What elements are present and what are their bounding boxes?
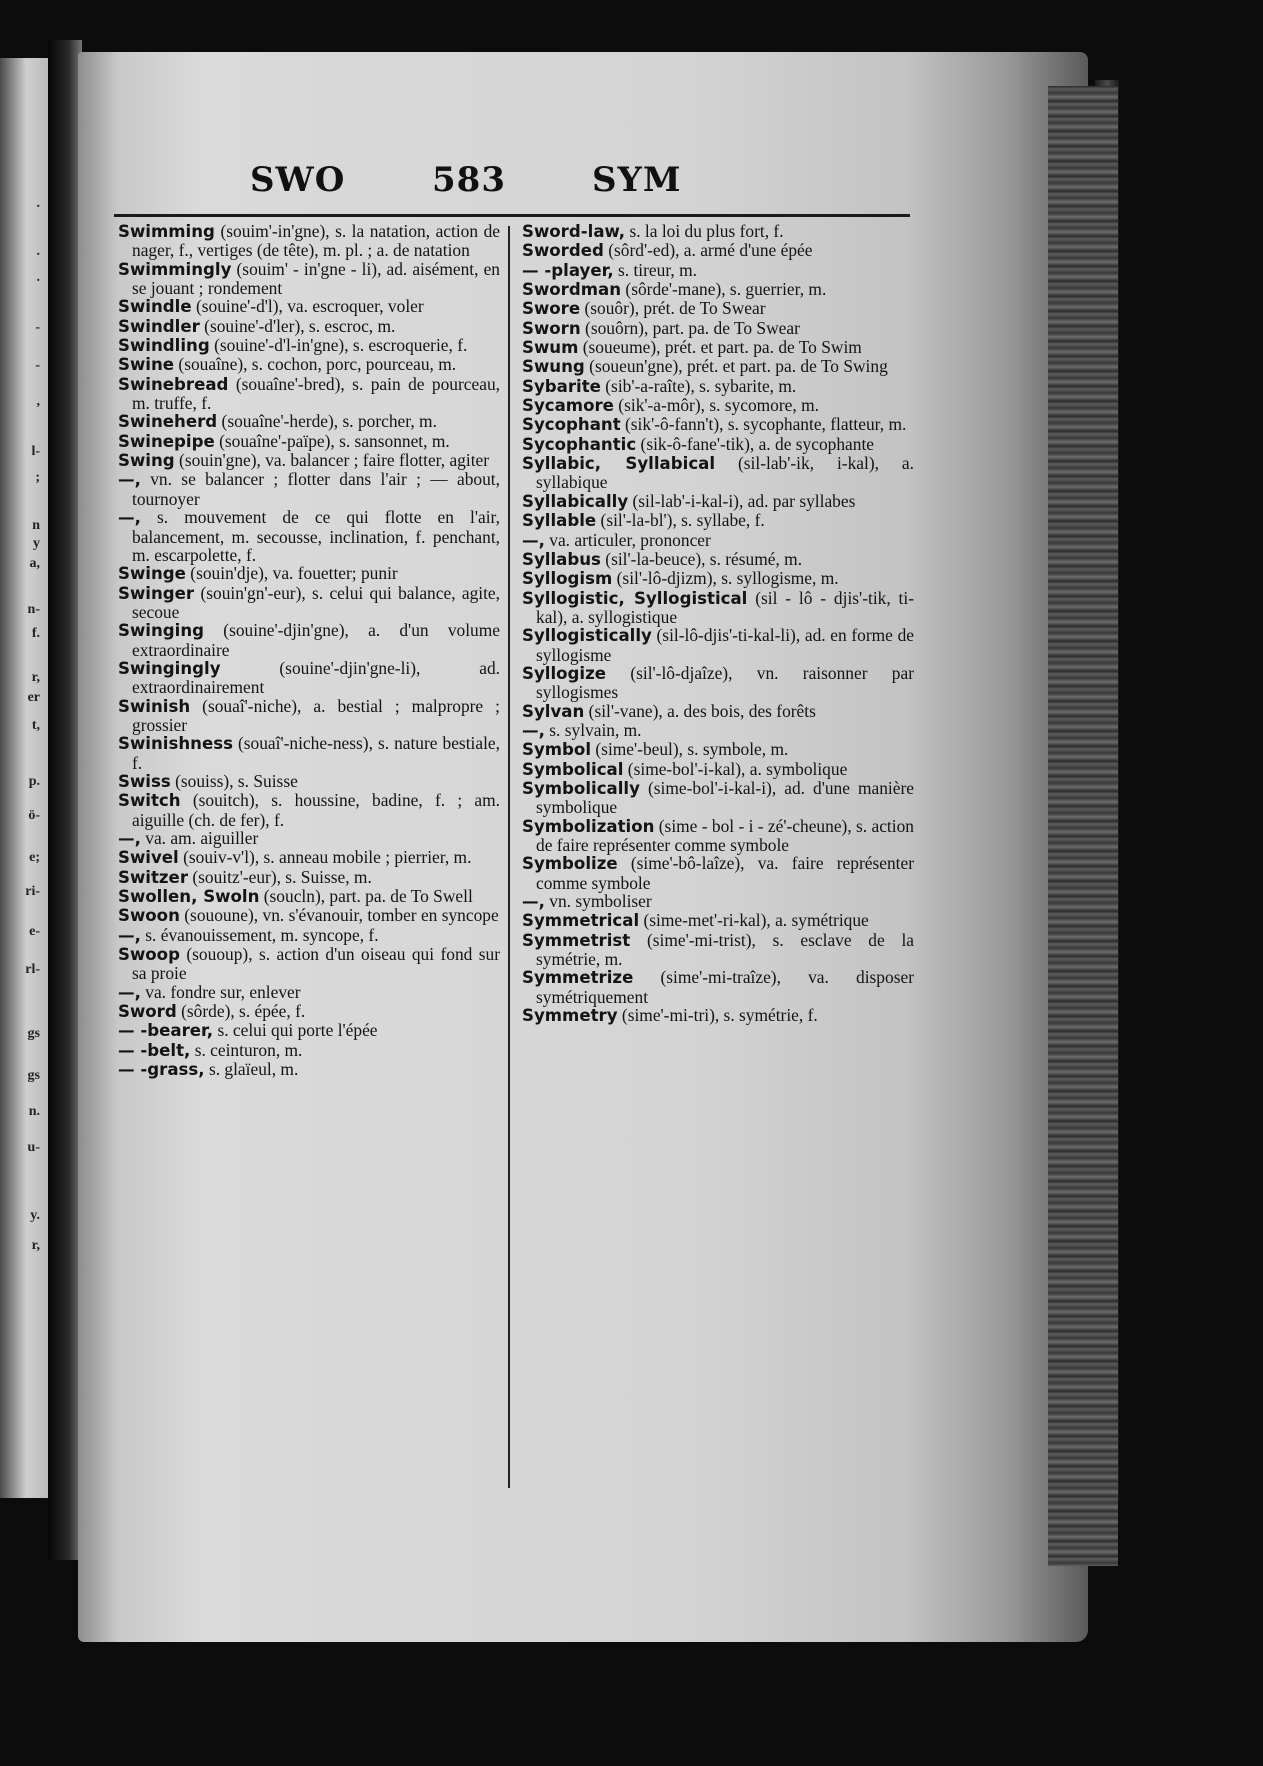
adjacent-page-fragment: r, [31, 1238, 40, 1253]
adjacent-page-fragment: n. [28, 1104, 40, 1119]
dictionary-entry [522, 415, 914, 434]
entry-headword: Swollen, Swoln [118, 887, 260, 907]
entry-headword: —, [522, 530, 545, 550]
entry-headword: Swing [118, 451, 175, 471]
entry-headword: Sworn [522, 318, 581, 338]
dictionary-entry [522, 740, 914, 759]
entry-definition: (souiv-v'l), s. anneau mobile ; pierrier, m. [183, 847, 472, 868]
dictionary-entry [118, 355, 500, 374]
entry-headword: Swindler [118, 316, 200, 336]
entry-definition: (sik'-ô-fann't), s. sycophante, flatteur, m. [625, 414, 907, 435]
dictionary-entry [522, 911, 914, 930]
entry-definition: (sime'-mi-trist), s. esclave de la symétrie, m. [536, 929, 914, 970]
dictionary-entry [118, 1041, 500, 1060]
entry-headword: Syllable [522, 511, 597, 531]
entry-headword: Swivel [118, 848, 179, 868]
dictionary-entry [118, 734, 500, 772]
adjacent-page-fragment: r, [31, 670, 40, 685]
dictionary-entry [118, 336, 500, 355]
entry-definition: (souaî'-niche-ness), s. nature bestiale, f. [132, 733, 500, 773]
dictionary-entry [522, 779, 914, 817]
entry-definition: s. évanouissement, m. syncope, f. [145, 924, 379, 945]
entry-headword: Swindling [118, 336, 210, 356]
dictionary-entry [522, 760, 914, 779]
dictionary-entry [118, 1060, 500, 1079]
entry-definition: (sil'-lô-djizm), s. syllogisme, m. [616, 568, 839, 589]
entry-definition: s. sylvain, m. [549, 719, 642, 740]
entry-headword: —, [118, 982, 141, 1002]
dictionary-entry [522, 968, 914, 1006]
entry-definition: s. la loi du plus fort, f. [629, 221, 784, 241]
header-rule [114, 214, 910, 217]
entry-headword: Syllogistic, Syllogistical [522, 588, 748, 608]
dictionary-entry [118, 791, 500, 829]
entry-definition: (sib'-a-raîte), s. sybarite, m. [605, 375, 797, 396]
entry-headword: Symbolically [522, 778, 640, 798]
dictionary-entry [118, 260, 500, 298]
dictionary-entry [522, 550, 914, 569]
page-gutter-shadow [48, 40, 82, 1560]
adjacent-page-fragment: y [33, 536, 40, 551]
entry-definition: (sil'-la-bl'), s. syllabe, f. [600, 510, 765, 531]
dictionary-entry [522, 261, 914, 280]
entry-definition: (sime - bol - i - zé'-cheune), s. action de faire représenter comme symbole [536, 815, 914, 855]
entry-headword: Symmetrist [522, 930, 631, 950]
entry-headword: Swimmingly [118, 259, 232, 279]
adjacent-page-fragment: rl- [25, 962, 40, 977]
dictionary-entry [118, 451, 500, 470]
entry-headword: Swinebread [118, 374, 229, 394]
entry-definition: s. mouvement de ce qui flotte en l'air, balancement, m. secousse, inclination, f. penchant, m. escarpolette, f. [132, 507, 500, 565]
entry-definition: (souôr), prét. de To Swear [584, 298, 766, 319]
entry-headword: Swoop [118, 945, 180, 965]
entry-headword: Sycophantic [522, 434, 637, 454]
left-column [118, 222, 500, 1079]
entry-headword: Symmetrical [522, 911, 640, 931]
entry-definition: (sil-lab'-ik, i-kal), a. syllabique [536, 453, 914, 493]
column-divider [508, 226, 510, 1488]
adjacent-page-fragment: y. [30, 1208, 40, 1223]
entry-definition: va. am. aiguiller [145, 828, 259, 848]
dictionary-entry [118, 412, 500, 431]
adjacent-page-fragment: . [36, 270, 40, 285]
entry-definition: (sime-met'-ri-kal), a. symétrique [643, 910, 869, 931]
adjacent-page-fragment: e; [29, 850, 40, 865]
entry-definition: (sil - lô - djis'-tik, ti-kal), a. syllogistique [536, 587, 914, 627]
entry-headword: Symbolization [522, 816, 655, 836]
entry-headword: Swindle [118, 297, 192, 317]
entry-headword: Swingingly [118, 658, 221, 678]
entry-definition: (sil'-la-beuce), s. résumé, m. [605, 548, 803, 569]
adjacent-page-fragment: l- [31, 444, 40, 459]
entry-definition: s. tireur, m. [618, 259, 697, 280]
entry-definition: (souaîne'-païpe), s. sansonnet, m. [219, 430, 450, 451]
dictionary-entry [118, 470, 500, 508]
entry-headword: — -belt, [118, 1040, 191, 1060]
entry-headword: —, [522, 892, 545, 912]
entry-headword: Swinger [118, 583, 195, 603]
adjacent-page-fragment: e- [29, 924, 40, 939]
dictionary-entry [522, 396, 914, 415]
adjacent-page-fragment: ö- [28, 808, 40, 823]
entry-definition: (souine'-d'l), va. escroquer, voler [195, 296, 424, 317]
entry-headword: Sworded [522, 241, 604, 261]
adjacent-page-fragment: n- [27, 602, 40, 617]
entry-headword: Syllogism [522, 569, 613, 589]
dictionary-entry [522, 299, 914, 318]
dictionary-entry [522, 222, 914, 241]
dictionary-entry [118, 508, 500, 564]
dictionary-entry [522, 702, 914, 721]
left-guide-word: SWO [250, 160, 346, 200]
entry-headword: Sylvan [522, 701, 585, 721]
adjacent-page-fragment: u- [27, 1140, 40, 1155]
entry-definition: (sil-lab'-i-kal-i), ad. par syllabes [632, 490, 856, 511]
entry-headword: Sword [118, 1002, 177, 1022]
entry-definition: (soueume), prét. et part. pa. de To Swim [582, 337, 862, 358]
adjacent-page-fragment: ; [35, 470, 40, 485]
entry-headword: —, [118, 925, 141, 945]
entry-headword: Swineherd [118, 412, 218, 432]
dictionary-entry [522, 626, 914, 664]
dictionary-entry [522, 589, 914, 627]
entry-headword: Sycamore [522, 396, 614, 416]
entry-definition: vn. se balancer ; flotter dans l'air ; — about, tournoyer [132, 469, 500, 509]
dictionary-entry [118, 848, 500, 867]
entry-definition: (sôrd'-ed), a. armé d'une épée [608, 240, 813, 261]
entry-headword: Swimming [118, 222, 215, 241]
dictionary-entry [118, 945, 500, 983]
entry-definition: (souaîne'-bred), s. pain de pourceau, m. truffe, f. [132, 373, 500, 414]
page-number: 583 [432, 160, 506, 200]
entry-definition: (sime'-mi-traîze), va. disposer symétriquement [536, 967, 914, 1007]
dictionary-entry [522, 377, 914, 396]
entry-headword: Swinish [118, 696, 191, 716]
entry-definition: (souaîne'-herde), s. porcher, m. [221, 411, 437, 432]
entry-headword: Symmetry [522, 1006, 618, 1026]
entry-headword: —, [118, 508, 141, 528]
entry-headword: Symbolize [522, 854, 618, 874]
dictionary-entry [522, 454, 914, 492]
entry-definition: (souine'-d'l-in'gne), s. escroquerie, f. [214, 335, 468, 356]
entry-headword: —, [118, 470, 141, 490]
entry-headword: Symbol [522, 740, 592, 760]
dictionary-entry [522, 721, 914, 740]
dictionary-entry [522, 892, 914, 911]
entry-headword: Symmetrize [522, 968, 634, 988]
entry-definition: (sime'-beul), s. symbole, m. [595, 739, 789, 760]
adjacent-page-fragment: p. [28, 774, 40, 789]
adjacent-page-fragment: t, [31, 718, 40, 733]
adjacent-page-edge [0, 58, 48, 1498]
dictionary-entry [522, 854, 914, 892]
entry-definition: (souiss), s. Suisse [175, 770, 298, 791]
dictionary-entry [522, 280, 914, 299]
dictionary-entry [522, 1006, 914, 1025]
entry-definition: (sime-bol'-i-kal-i), ad. d'une manière symbolique [536, 777, 914, 818]
dictionary-entry [118, 659, 500, 697]
adjacent-page-fragment: - [35, 358, 40, 373]
entry-definition: s. celui qui porte l'épée [217, 1020, 378, 1041]
entry-headword: Swinge [118, 564, 186, 584]
dictionary-entry [118, 375, 500, 413]
dictionary-entry [522, 357, 914, 376]
entry-headword: Swoon [118, 906, 180, 926]
dictionary-entry [118, 317, 500, 336]
dictionary-entry [118, 1002, 500, 1021]
dictionary-entry [118, 697, 500, 735]
entry-definition: (sil-lô-djis'-ti-kal-li), ad. en forme de syllogisme [536, 625, 914, 665]
entry-headword: Switch [118, 791, 181, 811]
adjacent-page-fragment: er [27, 690, 40, 705]
dictionary-entry [118, 621, 500, 659]
entry-headword: —, [118, 829, 141, 848]
entry-definition: (soucln), part. pa. de To Swell [263, 886, 473, 907]
entry-definition: (sik-ô-fane'-tik), a. de sycophante [640, 433, 874, 454]
adjacent-page-fragment: gs [27, 1068, 40, 1083]
dictionary-entry [118, 584, 500, 622]
right-guide-word: SYM [592, 160, 682, 200]
entry-headword: Swordman [522, 280, 622, 300]
entry-definition: (souin'gne), va. balancer ; faire flotter, agiter [179, 450, 490, 471]
entry-definition: (sime'-bô-laîze), va. faire représenter comme symbole [536, 853, 914, 893]
entry-definition: vn. symboliser [549, 891, 652, 912]
entry-definition: (sik'-a-môr), s. sycomore, m. [618, 395, 819, 416]
entry-headword: — -player, [522, 260, 614, 280]
entry-headword: Swiss [118, 771, 171, 791]
dictionary-entry [522, 569, 914, 588]
dictionary-entry [118, 222, 500, 260]
adjacent-page-fragment: ri- [25, 884, 40, 899]
entry-definition: (souaî'-niche), a. bestial ; malpropre ; grossier [132, 695, 500, 735]
entry-headword: Symbolical [522, 759, 624, 779]
entry-definition: (sime'-mi-tri), s. symétrie, f. [621, 1005, 818, 1026]
dictionary-entry [118, 829, 500, 848]
entry-definition: s. glaïeul, m. [208, 1059, 299, 1080]
dictionary-entry [118, 868, 500, 887]
dictionary-entry [522, 435, 914, 454]
entry-definition: (souôrn), part. pa. de To Swear [585, 317, 800, 338]
dictionary-entry [118, 887, 500, 906]
entry-headword: Syllabically [522, 491, 629, 511]
dictionary-entry [118, 906, 500, 925]
entry-definition: (souitch), s. houssine, badine, f. ; am. aiguille (ch. de fer), f. [132, 790, 500, 830]
entry-headword: Swinging [118, 621, 205, 641]
adjacent-page-fragment: . [36, 196, 40, 211]
entry-definition: (sououp), s. action d'un oiseau qui fond sur sa proie [132, 944, 500, 984]
entry-definition: (sime-bol'-i-kal), a. symbolique [627, 758, 848, 779]
entry-headword: Syllabus [522, 549, 601, 569]
entry-definition: (soueun'gne), prét. et part. pa. de To Swing [589, 356, 888, 377]
entry-definition: (souine'-d'ler), s. escroc, m. [204, 315, 396, 336]
entry-headword: Sycophant [522, 415, 621, 435]
right-column [522, 222, 914, 1025]
entry-definition: (souin'dje), va. fouetter; punir [190, 563, 398, 584]
dictionary-entry [522, 664, 914, 702]
dictionary-entry [118, 926, 500, 945]
entry-definition: va. fondre sur, enlever [145, 981, 301, 1002]
entry-headword: Swore [522, 299, 581, 319]
dictionary-entry [118, 1021, 500, 1040]
adjacent-page-fragment: gs [27, 1026, 40, 1041]
dictionary-entry [522, 338, 914, 357]
entry-headword: — -grass, [118, 1060, 205, 1080]
entry-definition: s. ceinturon, m. [194, 1039, 303, 1060]
entry-headword: Swinepipe [118, 431, 215, 451]
entry-definition: (souaîne), s. cochon, porc, pourceau, m. [178, 354, 457, 375]
dictionary-entry [118, 432, 500, 451]
adjacent-page-fragment: n [32, 518, 40, 533]
adjacent-page-fragment: f. [31, 626, 40, 641]
entry-definition: (souitz'-eur), s. Suisse, m. [192, 866, 372, 887]
dictionary-entry [118, 983, 500, 1002]
entry-definition: (souine'-djin'gne), a. d'un volume extraordinaire [132, 620, 500, 660]
entry-headword: Swine [118, 355, 175, 375]
entry-definition: (souim'-in'gne), s. la natation, action de nager, f., vertiges (de tête), m. pl. ; a. de natation [132, 221, 500, 261]
entry-definition: (sil'-vane), a. des bois, des forêts [588, 700, 816, 721]
entry-headword: Syllogize [522, 663, 607, 683]
entry-definition: (souin'gn'-eur), s. celui qui balance, agite, secoue [132, 582, 500, 622]
entry-headword: Syllabic, Syllabical [522, 454, 716, 474]
adjacent-page-fragment: . [36, 244, 40, 259]
entry-definition: va. articuler, prononcer [549, 529, 711, 550]
dictionary-entry [522, 531, 914, 550]
dictionary-entry [522, 241, 914, 260]
entry-headword: Swinishness [118, 734, 233, 754]
dictionary-entry [118, 297, 500, 316]
entry-headword: Swung [522, 357, 585, 377]
entry-headword: Sword-law, [522, 222, 626, 241]
entry-headword: —, [522, 720, 545, 740]
entry-definition: (souim' - in'gne - li), ad. aisément, en se jouant ; rondement [132, 258, 500, 299]
entry-headword: Swum [522, 338, 579, 358]
entry-headword: Sybarite [522, 376, 601, 396]
entry-definition: (sououne), vn. s'évanouir, tomber en syncope [184, 905, 499, 926]
dictionary-entry [522, 511, 914, 530]
dictionary-entry [522, 817, 914, 855]
page-stack-edge [1048, 86, 1118, 1566]
dictionary-entry [118, 772, 500, 791]
entry-definition: (sôrde'-mane), s. guerrier, m. [625, 279, 827, 300]
dictionary-entry [522, 931, 914, 969]
dictionary-entry [522, 492, 914, 511]
entry-definition: (sil'-lô-djaîze), vn. raisonner par syllogismes [536, 662, 914, 703]
entry-headword: — -bearer, [118, 1021, 214, 1041]
entry-headword: Switzer [118, 867, 188, 887]
dictionary-entry [118, 564, 500, 583]
entry-definition: (sôrde), s. épée, f. [181, 1001, 306, 1022]
adjacent-page-fragment: a, [29, 556, 40, 571]
entry-definition: (souine'-djin'gne-li), ad. extraordinairement [132, 657, 500, 698]
dictionary-entry [522, 319, 914, 338]
adjacent-page-fragment: - [35, 320, 40, 335]
adjacent-page-fragment: , [36, 394, 40, 409]
entry-headword: Syllogistically [522, 626, 652, 646]
